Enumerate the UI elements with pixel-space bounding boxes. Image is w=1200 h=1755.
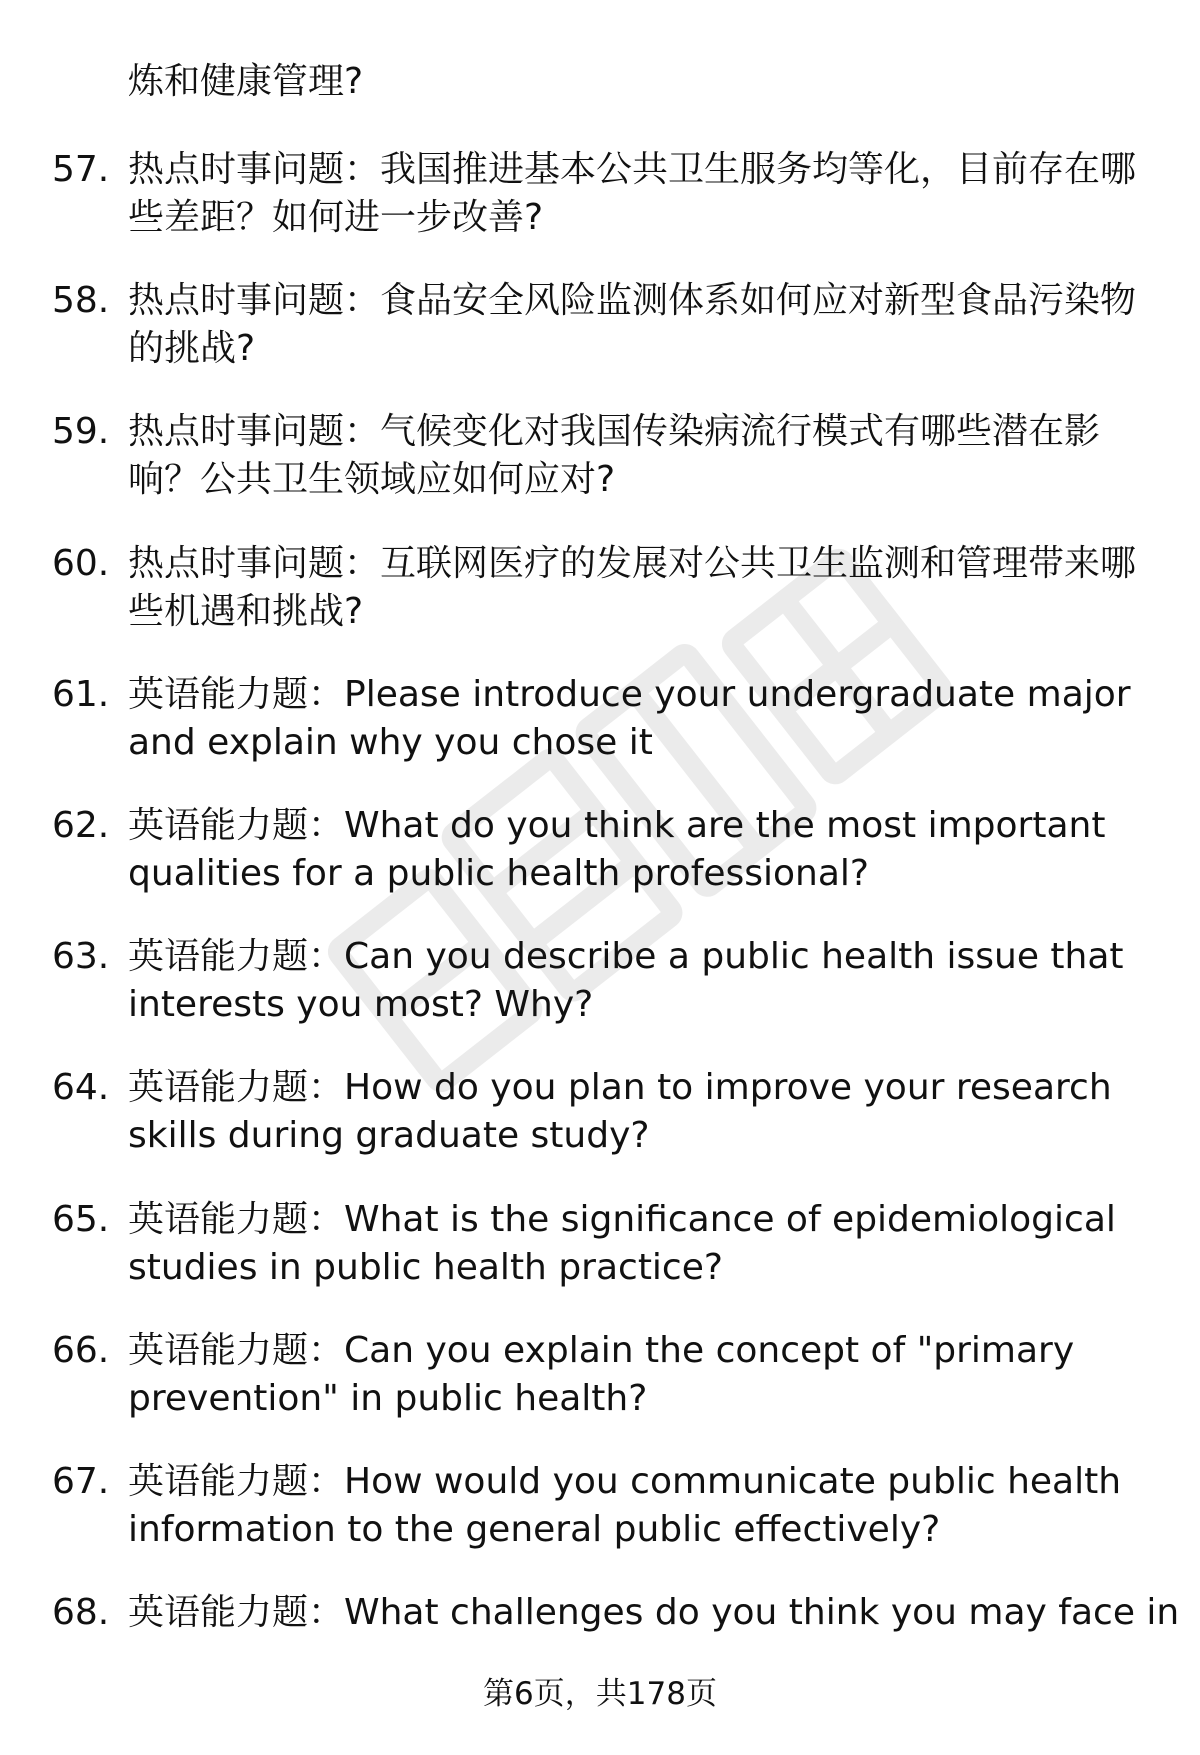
question-number: 68. xyxy=(52,1592,110,1633)
list-item xyxy=(0,540,1200,640)
list-item xyxy=(0,933,1200,1033)
question-text xyxy=(128,146,1138,242)
page-footer: 第6页，共178页 xyxy=(483,1676,717,1712)
question-line: 英语能力题：How do you plan to improve your research xyxy=(128,1067,1112,1108)
question-number: 60. xyxy=(52,543,110,584)
question-line: 英语能力题：Please introduce your undergraduate major xyxy=(128,674,1131,715)
question-text xyxy=(128,671,1138,767)
question-line: 的挑战? xyxy=(128,328,256,369)
question-number: 65. xyxy=(52,1199,110,1240)
question-number: 61. xyxy=(52,674,110,715)
question-number: 59. xyxy=(52,411,110,452)
question-number: 67. xyxy=(52,1461,110,1502)
question-line: 些机遇和挑战? xyxy=(128,591,364,632)
continuation-text: 炼和健康管理? xyxy=(128,61,364,102)
list-item xyxy=(0,408,1200,508)
question-line: qualities for a public health professional? xyxy=(128,853,870,894)
question-line: 响？公共卫生领域应如何应对? xyxy=(128,459,616,500)
question-text xyxy=(128,408,1138,504)
question-number: 63. xyxy=(52,936,110,977)
list-item xyxy=(0,671,1200,771)
question-line: 热点时事问题：气候变化对我国传染病流行模式有哪些潜在影 xyxy=(128,411,1101,452)
question-line: interests you most? Why? xyxy=(128,984,594,1025)
question-text xyxy=(128,1589,1180,1637)
question-number: 62. xyxy=(52,805,110,846)
question-text xyxy=(128,1064,1138,1160)
question-text xyxy=(128,1196,1138,1292)
question-line: information to the general public effectively? xyxy=(128,1509,941,1550)
question-line: 英语能力题：What do you think are the most important xyxy=(128,805,1106,846)
question-line: 些差距？如何进一步改善? xyxy=(128,197,544,238)
question-text xyxy=(128,1458,1138,1554)
question-line: 英语能力题：What challenges do you think you may face in xyxy=(128,1592,1180,1633)
question-text xyxy=(128,933,1138,1029)
question-text xyxy=(128,1327,1138,1423)
question-line: 热点时事问题：我国推进基本公共卫生服务均等化，目前存在哪 xyxy=(128,149,1137,190)
question-number: 64. xyxy=(52,1067,110,1108)
list-item xyxy=(0,1458,1200,1558)
question-number: 66. xyxy=(52,1330,110,1371)
question-text xyxy=(128,277,1138,373)
list-item xyxy=(0,1064,1200,1164)
list-item xyxy=(0,1196,1200,1296)
list-item xyxy=(0,146,1200,246)
question-text xyxy=(128,540,1138,636)
question-number: 57. xyxy=(52,149,110,190)
question-line: studies in public health practice? xyxy=(128,1247,723,1288)
question-number: 58. xyxy=(52,280,110,321)
question-line: and explain why you chose it xyxy=(128,722,653,763)
question-line: 热点时事问题：互联网医疗的发展对公共卫生监测和管理带来哪 xyxy=(128,543,1137,584)
question-line: skills during graduate study? xyxy=(128,1115,650,1156)
question-line: 英语能力题：How would you communicate public health xyxy=(128,1461,1122,1502)
list-item xyxy=(0,1327,1200,1427)
question-text xyxy=(128,802,1138,898)
question-line: 英语能力题：Can you explain the concept of "primary xyxy=(128,1330,1075,1371)
list-item xyxy=(0,802,1200,902)
question-line: 英语能力题：What is the significance of epidemiological xyxy=(128,1199,1116,1240)
list-item xyxy=(0,277,1200,377)
question-line: 英语能力题：Can you describe a public health issue that xyxy=(128,936,1124,977)
question-line: prevention" in public health? xyxy=(128,1378,648,1419)
question-line: 热点时事问题：食品安全风险监测体系如何应对新型食品污染物 xyxy=(128,280,1137,321)
